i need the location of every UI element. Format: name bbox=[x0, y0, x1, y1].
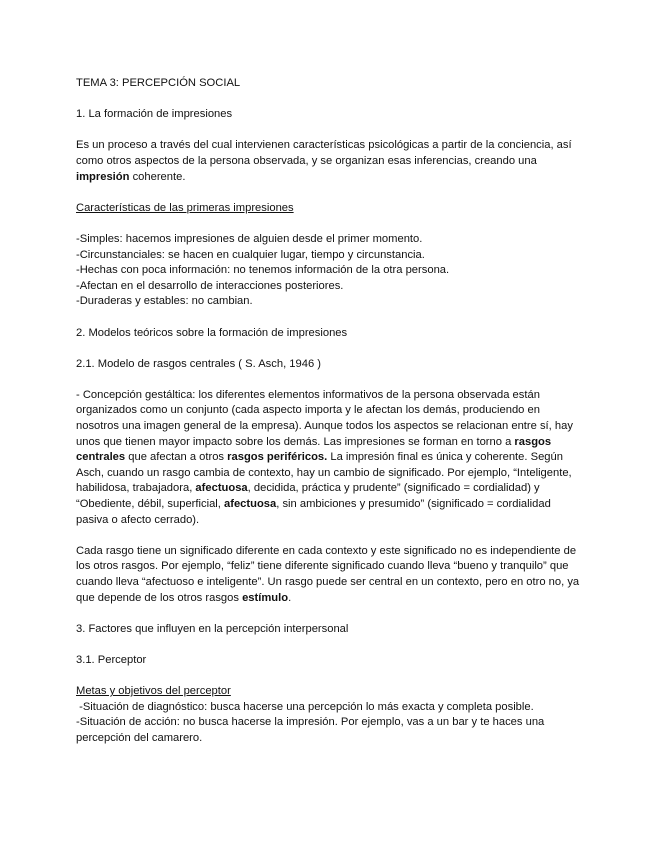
doc-title: TEMA 3: PERCEPCIÓN SOCIAL bbox=[76, 77, 241, 89]
list-metas bbox=[76, 700, 581, 747]
document-page bbox=[76, 76, 581, 747]
list-item: -Duraderas y estables: no cambian. bbox=[76, 295, 253, 308]
paragraph-impresion bbox=[76, 138, 581, 185]
bold-term: estímulo bbox=[242, 591, 289, 604]
list-item: -Situación de acción: no busca hacerse la impresión. Por ejemplo, vas a un bar y te haces una percepción del camarero. bbox=[76, 716, 548, 744]
text-run: La impresión final es única y coherente. Según Asch, cuando un rasgo cambia de contexto, hay un cambio de significado. Por ejemplo, “Inteligente, habilidosa, trabajadora, bbox=[76, 451, 572, 495]
bold-term: afectuosa bbox=[224, 498, 277, 511]
text-run: Cada rasgo tiene un significado diferente en cada contexto y este significado no es independiente de los otros rasgos. Por ejemplo, “feliz” tiene diferente significado cuando lleva “bueno y tranquilo” que cuando lleva “afectuoso e inteligente”. Un rasgo puede ser central en un contexto, pero en otro no, ya que depende de los otros rasgos bbox=[76, 544, 580, 604]
text-run: , sin ambiciones y presumido” (significado = cordialidad pasiva o afecto cerrado). bbox=[76, 498, 551, 526]
list-item: -Situación de diagnóstico: busca hacerse una percepción lo más exacta y completa posible. bbox=[76, 700, 534, 713]
bold-term: rasgos centrales bbox=[76, 435, 552, 464]
subsection-heading-2-1: 2.1. Modelo de rasgos centrales ( S. Asch, 1946 ) bbox=[76, 357, 322, 370]
list-item: -Simples: hacemos impresiones de alguien desde el primer momento. bbox=[76, 232, 423, 245]
subheading-primeras-impresiones: Características de las primeras impresiones bbox=[76, 201, 294, 214]
subheading-metas-objetivos: Metas y objetivos del perceptor bbox=[76, 685, 231, 698]
list-item: -Afectan en el desarrollo de interacciones posteriores. bbox=[76, 279, 344, 292]
subsection-heading-3-1: 3.1. Perceptor bbox=[76, 653, 147, 666]
section-heading-2: 2. Modelos teóricos sobre la formación de impresiones bbox=[76, 326, 348, 339]
paragraph-gestaltica bbox=[76, 388, 581, 528]
text-run: coherente. bbox=[129, 170, 186, 183]
text-run: - Concepción gestáltica: los diferentes elementos informativos de la persona observada están organizados como un conjunto (cada aspecto importa y le afectan los demás, produciendo en nosotros una imagen general de la empresa). Aunque todos los aspectos se relacionan entre sí, hay unos que tienen mayor impacto sobre los demás. Las impresiones se forman en torno a bbox=[76, 388, 573, 448]
list-item: -Circunstanciales: se hacen en cualquier lugar, tiempo y circunstancia. bbox=[76, 248, 425, 261]
text-run: , decidida, práctica y prudente” (significado = cordialidad) y “Obediente, débil, superficial, bbox=[76, 482, 540, 511]
bold-term: afectuosa bbox=[195, 482, 248, 495]
section-heading-1: 1. La formación de impresiones bbox=[76, 108, 233, 121]
list-caracteristicas bbox=[76, 232, 581, 310]
paragraph-rasgo-contexto bbox=[76, 544, 581, 606]
bold-term: impresión bbox=[76, 170, 130, 183]
bold-term: rasgos periféricos. bbox=[227, 451, 328, 464]
text-run: que afectan a otros bbox=[125, 451, 228, 464]
section-heading-3: 3. Factores que influyen en la percepción interpersonal bbox=[76, 622, 349, 635]
list-item: -Hechas con poca información: no tenemos información de la otra persona. bbox=[76, 264, 450, 277]
text-run: . bbox=[288, 591, 292, 604]
text-run: Es un proceso a través del cual intervienen características psicológicas a partir de la conciencia, así como otros aspectos de la persona observada, y se organizan esas inferencias, creando una bbox=[76, 139, 572, 167]
